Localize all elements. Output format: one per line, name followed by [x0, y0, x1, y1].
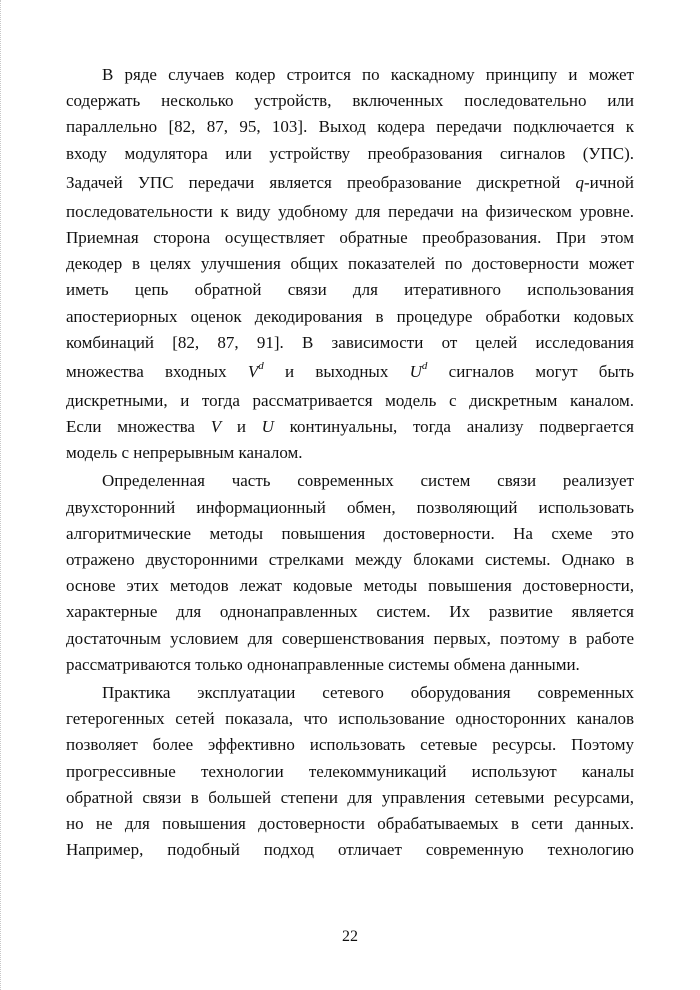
text-line: комбинаций [82, 87, 91]. В зависимости от целей исследования: [66, 332, 634, 352]
text-line: апостериорных оценок декодирования в процедуре обработки кодовых: [66, 306, 634, 326]
math-variable-u: U: [261, 417, 274, 437]
text-line: Определенная часть современных систем связи реализует: [102, 471, 634, 491]
text-fragment: и выходных: [285, 361, 389, 381]
text-line: основе этих методов лежат кодовые методы повышения достоверности,: [66, 576, 634, 596]
text-line: отражено двусторонними стрелками между блоками системы. Однако в: [66, 550, 634, 569]
text-line: Приемная сторона осуществляет обратные преобразования. При этом: [66, 227, 634, 247]
text-fragment: сигналов могут быть: [448, 361, 635, 381]
paragraph-1: [66, 62, 634, 466]
math-variable-q: q: [575, 172, 584, 192]
text-line: но не для повышения достоверности обрабатываемых в сети данных.: [66, 813, 634, 833]
text-line: прогрессивные технологии телекоммуникаций используют каналы: [66, 761, 634, 781]
text-line: дискретными, и тогда рассматривается модель с дискретным каналом.: [66, 390, 634, 410]
text-line: содержать несколько устройств, включенных последовательно или: [66, 91, 634, 111]
text-line: позволяет более эффективно использовать сетевые ресурсы. Поэтому: [66, 735, 634, 755]
text-line: рассматриваются только однонаправленные системы обмена данными.: [66, 654, 580, 674]
text-line: достаточным условием для совершенствования первых, поэтому в работе: [66, 628, 634, 648]
text-line: [66, 167, 634, 199]
text-line: обратной связи в большей степени для управления сетевыми ресурсами,: [66, 787, 634, 807]
math-superscript: d: [421, 359, 428, 372]
page-number: 22: [342, 928, 358, 945]
math-superscript: d: [258, 359, 264, 372]
text-fragment: множества входных: [66, 361, 227, 381]
page-body: [66, 62, 634, 863]
math-variable-v: V: [247, 361, 259, 381]
text-line: модель с непрерывным каналом.: [66, 443, 303, 463]
text-line: параллельно [82, 87, 95, 103]. Выход кодера передачи подключается к: [66, 117, 634, 137]
page-left-edge: [0, 0, 3, 990]
paragraph-2: [66, 468, 634, 678]
text-line: [66, 414, 634, 440]
math-variable-u: U: [409, 361, 422, 381]
text-line: Практика эксплуатации сетевого оборудования современных: [102, 682, 634, 702]
text-line: [66, 356, 634, 388]
text-line: Например, подобный подход отличает современную технологию: [66, 840, 634, 860]
math-variable-v: V: [210, 417, 222, 437]
text-fragment: континуальны, тогда анализу подвергается: [289, 417, 634, 437]
paragraph-3: [66, 680, 634, 863]
text-line: декодер в целях улучшения общих показателей по достоверности может: [66, 254, 634, 274]
text-fragment: Задачей УПС передачи является преобразование дискретной: [66, 172, 561, 192]
text-line: В ряде случаев кодер строится по каскадному принципу и может: [102, 65, 634, 84]
text-line: иметь цепь обратной связи для итеративного использования: [66, 280, 634, 300]
text-line: входу модулятора или устройству преобразования сигналов (УПС).: [66, 143, 634, 163]
text-line: двухсторонний информационный обмен, позволяющий использовать: [66, 497, 634, 517]
text-line: последовательности к виду удобному для передачи на физическом уровне.: [66, 201, 634, 221]
text-line: характерные для однонаправленных систем. Их развитие является: [66, 602, 634, 622]
text-line: алгоритмические методы повышения достоверности. На схеме это: [66, 523, 634, 543]
text-line: гетерогенных сетей показала, что использование односторонних каналов: [66, 709, 634, 729]
text-fragment: Если множества: [66, 417, 195, 437]
text-fragment: и: [236, 417, 246, 437]
text-fragment: -ичной: [583, 172, 634, 192]
